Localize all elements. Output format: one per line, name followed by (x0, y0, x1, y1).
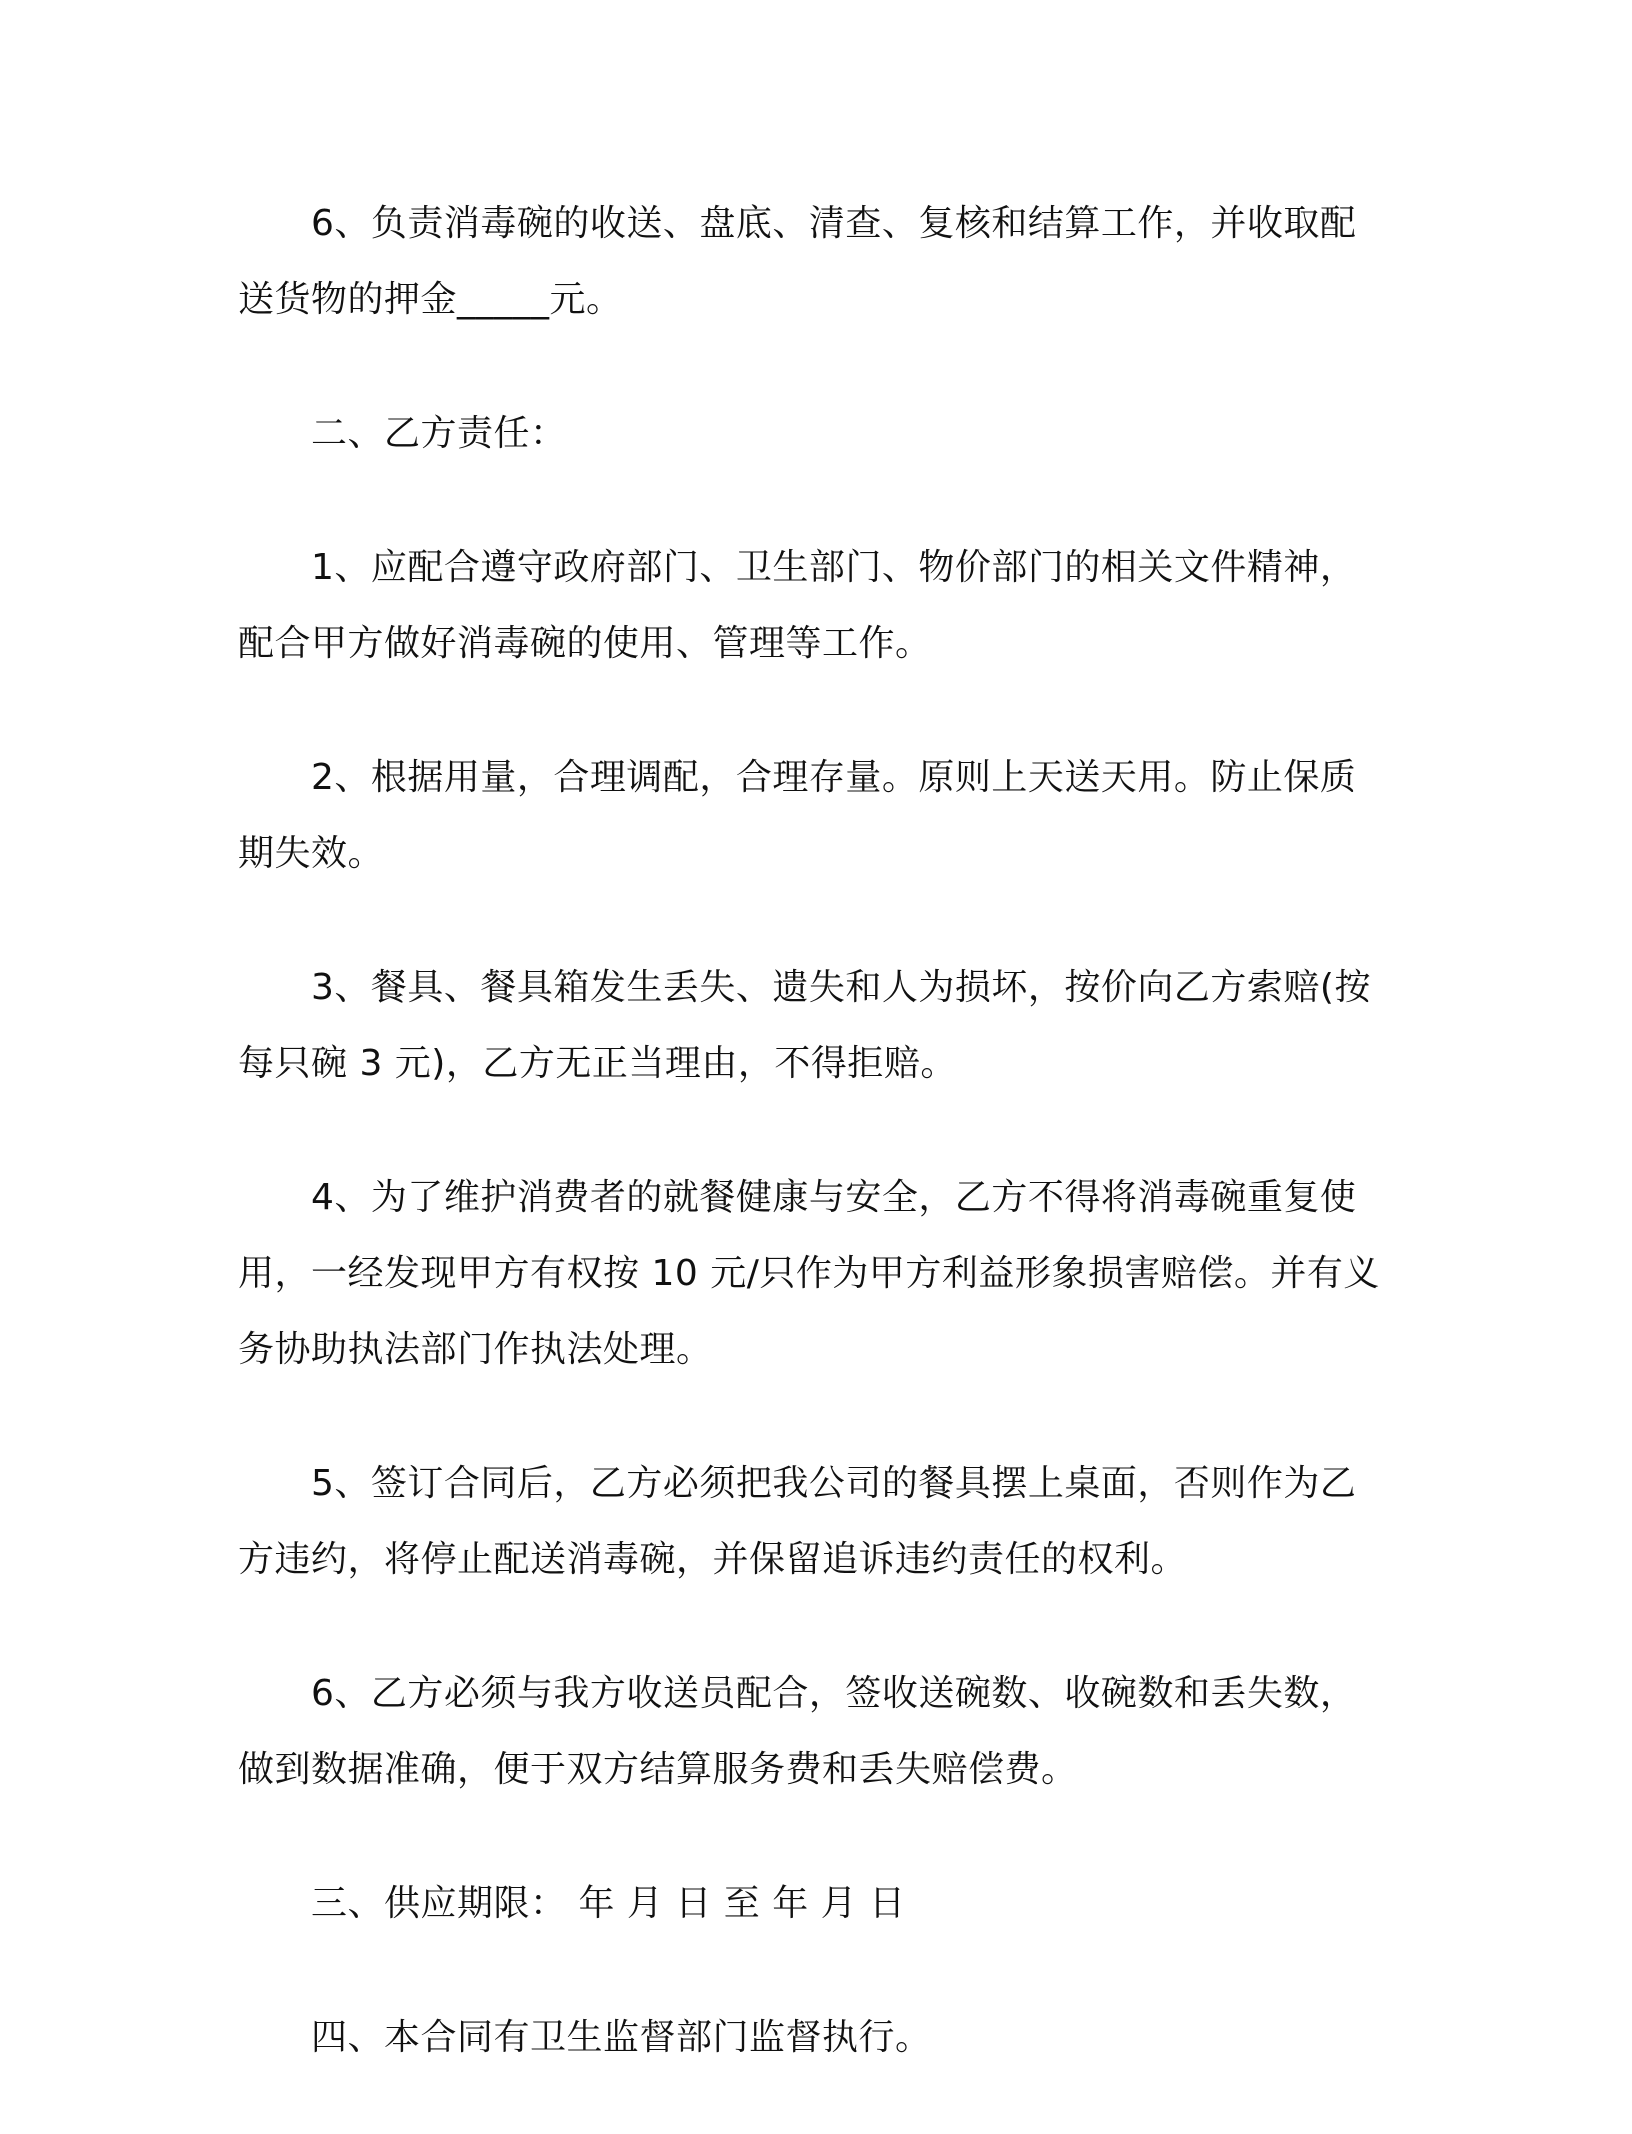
clause-b3-loss-compensation: 3、餐具、餐具箱发生丢失、遗失和人为损坏，按价向乙方索赔(按每只碗 3 元)，乙方无正当理由，不得拒赔。 (238, 967, 1371, 1084)
clause-b5-table-setting: 5、签订合同后，乙方必须把我公司的餐具摆上桌面，否则作为乙方违约，将停止配送消毒碗，并保留追诉违约责任的权利。 (238, 1463, 1357, 1580)
section-supervision: 四、本合同有卫生监督部门监督执行。 (311, 2017, 932, 2058)
clause-a6-deposit: 6、负责消毒碗的收送、盘底、清查、复核和结算工作，并收取配送货物的押金_____元。 (238, 203, 1357, 320)
document-body (238, 186, 1388, 2134)
section-heading-party-b: 二、乙方责任： (311, 413, 567, 454)
clause-b6-signoff: 6、乙方必须与我方收送员配合，签收送碗数、收碗数和丢失数，做到数据准确，便于双方结算服务费和丢失赔偿费。 (238, 1673, 1357, 1790)
section-supply-period: 三、供应期限： 年 月 日 至 年 月 日 (311, 1883, 906, 1924)
clause-b2-quantity: 2、根据用量，合理调配，合理存量。原则上天送天用。防止保质期失效。 (238, 757, 1357, 874)
clause-b4-no-reuse: 4、为了维护消费者的就餐健康与安全，乙方不得将消毒碗重复使用，一经发现甲方有权按 10 元/只作为甲方利益形象损害赔偿。并有义务协助执法部门作执法处理。 (238, 1177, 1380, 1370)
clause-b1-compliance: 1、应配合遵守政府部门、卫生部门、物价部门的相关文件精神，配合甲方做好消毒碗的使用、管理等工作。 (238, 547, 1357, 664)
